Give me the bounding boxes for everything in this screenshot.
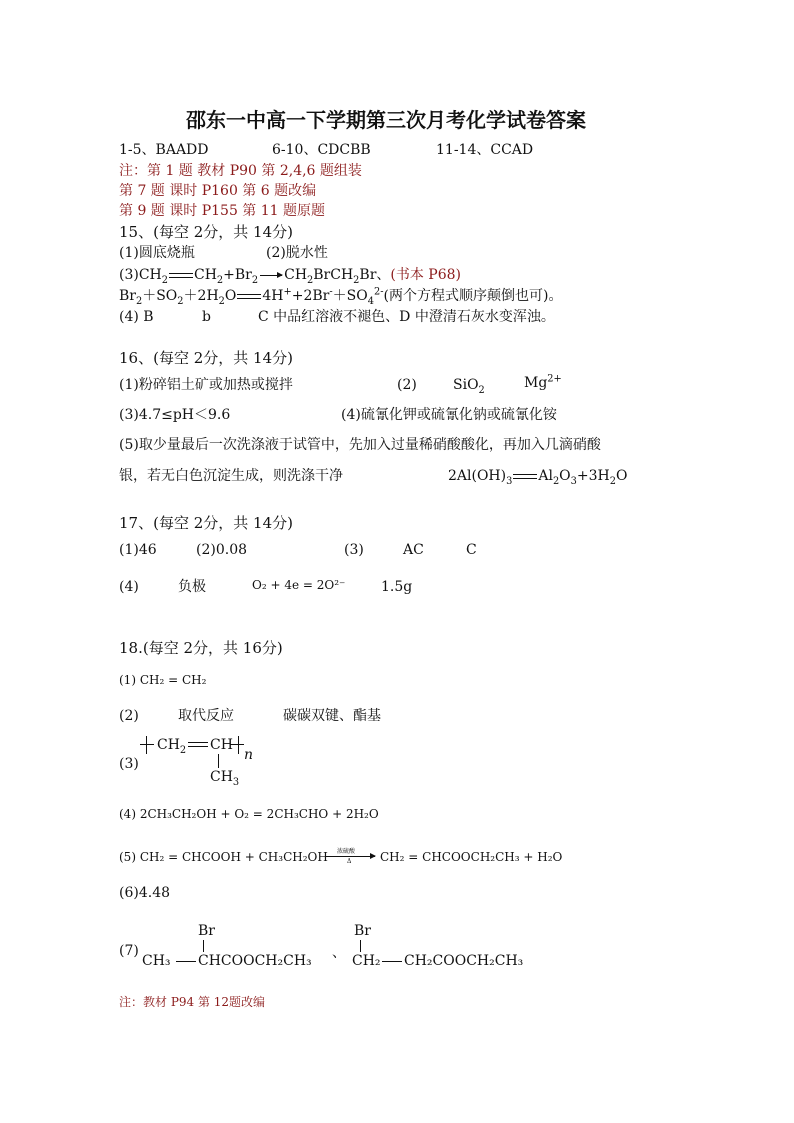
note-q1: 注：第 1 题 教材 P90 第 2,4,6 题组装 xyxy=(119,163,362,179)
q17-answer-4-v3: 1.5g xyxy=(381,579,413,595)
ester1-left: CH₃ xyxy=(142,953,171,969)
note-q18: 注：教材 P94 第 12题改编 xyxy=(119,995,266,1009)
reaction-condition: 浓硫酸 xyxy=(337,848,356,855)
q15-eq-separator: 、 xyxy=(376,267,391,283)
q18-answer-1: (1) CH₂ = CH₂ xyxy=(119,673,207,687)
q15-eq1-prefix: (3)CH xyxy=(119,267,162,283)
q17-answer-2: (2)0.08 xyxy=(196,542,248,558)
q18-answer-5-right: CH₂ = CHCOOCH₂CH₃ + H₂O xyxy=(380,850,563,864)
note-q9: 第 9 题 课时 P155 第 11 题原题 xyxy=(119,203,326,219)
q17-answer-4-label: (4) xyxy=(119,579,139,595)
q15-header: 15、(每空 2分，共 14分) xyxy=(119,223,293,241)
q16-answer-2-v1: SiO$_2$ xyxy=(453,377,485,396)
q16-answer-3: (3)4.7≤pH＜9.6 xyxy=(119,407,231,423)
q16-answer-1: (1)粉碎铝土矿或加热或搅拌 xyxy=(119,377,293,393)
mc-answers-6-10: 6-10、CDCBB xyxy=(272,142,371,158)
q16-answer-2-label: (2) xyxy=(397,377,417,393)
q17-answer-3-v1: AC xyxy=(403,542,424,558)
q15-answer-4-label: (4) B xyxy=(119,309,154,325)
q17-answer-1: (1)46 xyxy=(119,542,157,558)
q18-answer-4: (4) 2CH₃CH₂OH + O₂ = 2CH₃CHO + 2H₂O xyxy=(119,807,379,821)
ester2-right: CH₂COOCH₂CH₃ xyxy=(404,953,524,969)
mc-answers-11-14: 11-14、CCAD xyxy=(436,142,534,158)
q15-answer-3-eq2: $Br_2+SO_2+2H_2O$ $4H^++2Br^-+SO_4^{2-}$(两个方程式顺序颠倒也可)。 xyxy=(119,286,563,307)
q17-answer-4-v2: O₂ + 4e = 2O²⁻ xyxy=(252,578,346,592)
q18-answer-3-label: (3) xyxy=(119,756,139,772)
structure-separator: 、 xyxy=(332,945,346,961)
q16-answer-4: (4)硫氰化钾或硫氰化钠或硫氰化铵 xyxy=(341,407,557,423)
q18-answer-2-v2: 碳碳双键、酯基 xyxy=(283,708,381,724)
q16-answer-5-line1: (5)取少量最后一次洗涤液于试管中，先加入过量稀硝酸酸化，再加入几滴硝酸 xyxy=(119,437,601,453)
ester1-right: CHCOOCH₂CH₃ xyxy=(198,953,312,969)
page-title: 邵东一中高一下学期第三次月考化学试卷答案 xyxy=(186,108,586,132)
ester-structure-1 xyxy=(142,922,332,977)
q15-answer-1: (1)圆底烧瓶 xyxy=(119,245,195,261)
q17-answer-4-v1: 负极 xyxy=(178,579,206,595)
q15-answer-4-c: C 中品红溶液不褪色、D 中澄清石灰水变浑浊。 xyxy=(258,309,555,325)
reaction-arrow-icon xyxy=(325,856,375,857)
q18-answer-2-label: (2) xyxy=(119,708,139,724)
q15-answer-4-b: b xyxy=(202,309,211,325)
q15-order-note: (两个方程式顺序颠倒也可)。 xyxy=(383,288,563,304)
reaction-heat: Δ xyxy=(347,858,352,865)
bromine-label: Br xyxy=(198,923,215,939)
q15-ref-note: (书本 P68) xyxy=(390,267,461,283)
q17-answer-3-v2: C xyxy=(466,542,477,558)
bromine-label-2: Br xyxy=(354,923,371,939)
q15-answer-3: $(3)CH_2$ $CH_2+Br_2$ $CH_2BrCH_2Br$、(书本 P68) xyxy=(119,267,461,286)
q18-answer-7-label: (7) xyxy=(119,943,139,959)
ester2-left: CH₂ xyxy=(352,953,381,969)
q15-answer-2: (2)脱水性 xyxy=(266,245,328,261)
q16-answer-2-v2: $Mg^{2+}$ xyxy=(524,373,562,391)
polypropylene-structure: $CH_2$ CH n $CH_3$ xyxy=(140,732,260,792)
q17-header: 17、(每空 2分，共 14分) xyxy=(119,514,293,532)
q18-answer-5-left: (5) CH₂ = CHCOOH + CH₃CH₂OH xyxy=(119,850,328,864)
q18-answer-6: (6)4.48 xyxy=(119,885,171,901)
q16-answer-5-equation: $2Al(OH)_3$ $Al_2O_3+3H_2O$ xyxy=(448,468,628,487)
q16-answer-5-line2: 银，若无白色沉淀生成，则洗涤干净 xyxy=(119,468,343,484)
q18-header: 18.(每空 2分，共 16分) xyxy=(119,639,283,657)
mc-answers-1-5: 1-5、BAADD xyxy=(119,142,209,158)
q18-answer-2-v1: 取代反应 xyxy=(178,708,234,724)
q16-header: 16、(每空 2分，共 14分) xyxy=(119,349,293,367)
note-q7: 第 7 题 课时 P160 第 6 题改编 xyxy=(119,183,317,199)
ester-structure-2 xyxy=(352,922,532,977)
q17-answer-3-label: (3) xyxy=(344,542,364,558)
